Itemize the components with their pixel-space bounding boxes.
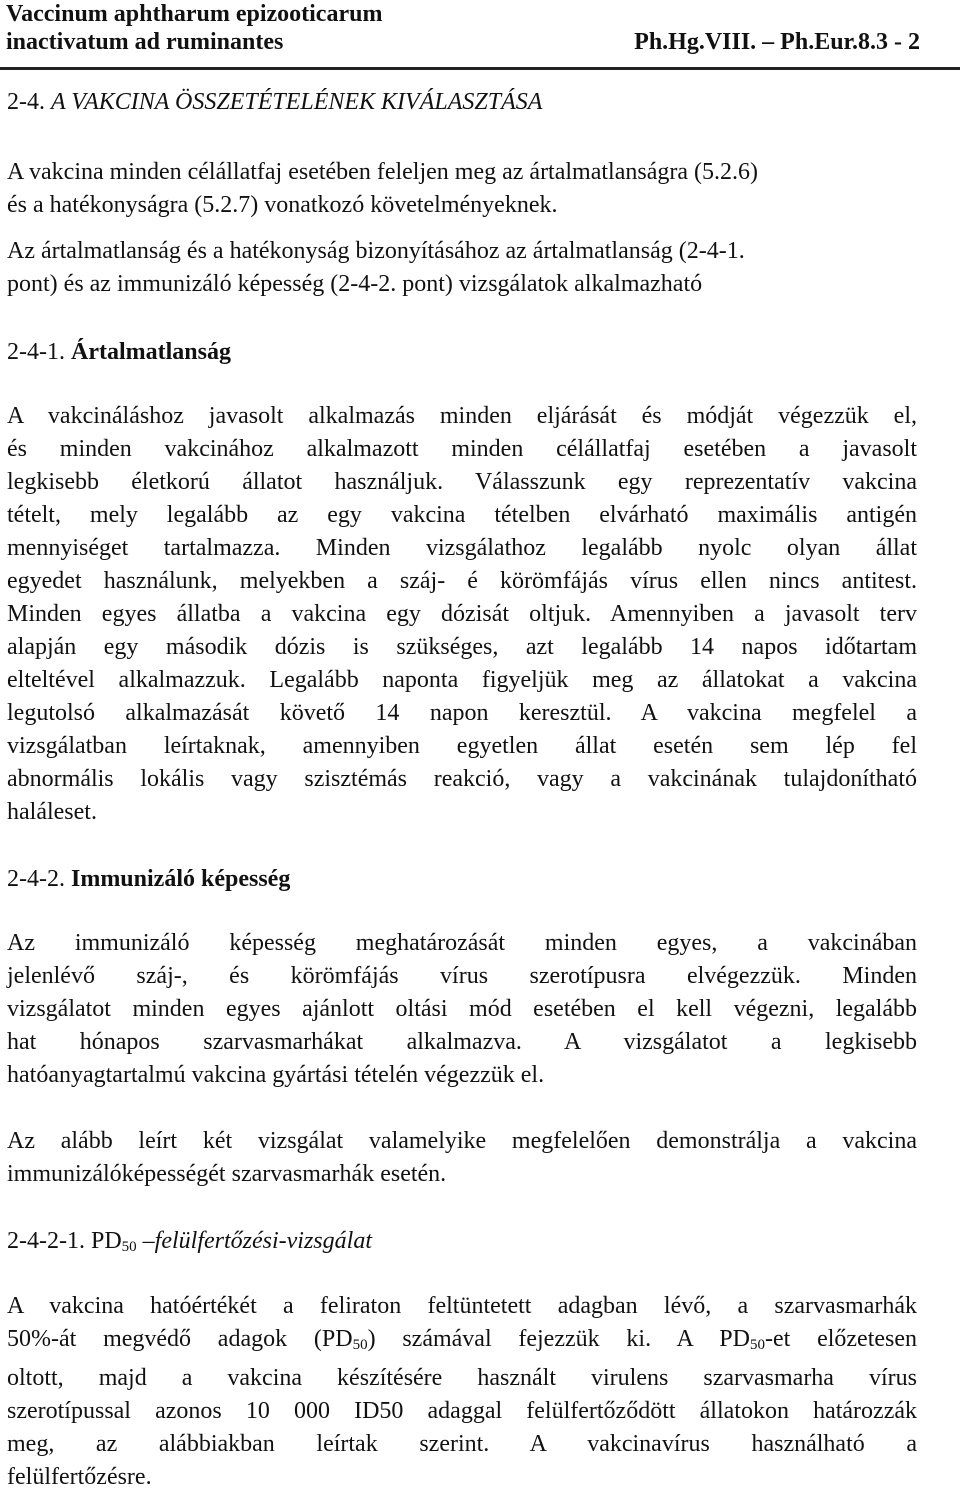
section-2-4-2-1-title: –felülfertőzési-vizsgálat bbox=[142, 1228, 372, 1254]
section-2-4-2-1-body bbox=[7, 1290, 917, 1494]
section-2-4-paragraph-1 bbox=[7, 156, 917, 222]
text-line: A vakcina minden célállatfaj esetében feleljen meg az ártalmatlanságra (5.2.6) bbox=[7, 159, 758, 185]
text-line: Az ártalmatlanság és a hatékonyság bizonyításához az ártalmatlanság (2-4-1. bbox=[7, 238, 745, 264]
section-2-4-1-number: 2-4-1. bbox=[7, 339, 65, 365]
text-line-with-subscripts bbox=[7, 1323, 917, 1362]
header-row-1 bbox=[6, 0, 920, 28]
text-line: hat hónapos szarvasmarhákat alkalmazva. A vizsgálatot a legkisebb bbox=[7, 1029, 917, 1055]
text-line: felülfertőzésre. bbox=[7, 1464, 152, 1490]
text-line: alapján egy második dózis is szükséges, azt legalább 14 napos időtartam bbox=[7, 634, 917, 660]
section-2-4-2-title: Immunizáló képesség bbox=[70, 866, 291, 892]
text-line: meg, az alábbiakban leírtak szerint. A vakcinavírus használható a bbox=[7, 1431, 917, 1457]
text-line: vizsgálatban leírtaknak, amennyiben egyetlen állat esetén sem lép fel bbox=[7, 733, 917, 759]
section-2-4-1-title: Ártalmatlanság bbox=[70, 339, 231, 365]
section-2-4-heading bbox=[7, 86, 917, 119]
text-line: hatóanyagtartalmú vakcina gyártási tételén végezzük el. bbox=[7, 1062, 545, 1088]
text-fragment: -et előzetesen bbox=[764, 1326, 918, 1352]
document-header bbox=[6, 0, 920, 56]
text-line: és a hatékonyságra (5.2.7) vonatkozó követelményeknek. bbox=[7, 192, 558, 218]
section-2-4-2-1-number: 2-4-2-1. bbox=[7, 1228, 85, 1254]
pd50-prefix: PD bbox=[90, 1228, 122, 1254]
text-line: tételt, mely legalább az egy vakcina tételben elvárható maximális antigén bbox=[7, 502, 917, 528]
section-2-4-1-body bbox=[7, 400, 917, 829]
text-line: oltott, majd a vakcina készítésére használt virulens szarvasmarha vírus bbox=[7, 1365, 917, 1391]
section-2-4-number: 2-4. bbox=[7, 89, 45, 115]
section-2-4-2-number: 2-4-2. bbox=[7, 866, 65, 892]
text-fragment: ) számával fejezzük ki. A PD bbox=[367, 1326, 750, 1352]
text-line: abnormális lokális vagy szisztémás reakció, vagy a vakcinának tulajdonítható bbox=[7, 766, 917, 792]
header-title-line2: inactivatum ad ruminantes bbox=[6, 29, 284, 55]
text-line: A vakcináláshoz javasolt alkalmazás minden eljárását és módját végezzük el, bbox=[7, 403, 917, 429]
text-line: és minden vakcinához alkalmazott minden célállatfaj esetében a javasolt bbox=[7, 436, 917, 462]
section-2-4-2-1-heading bbox=[7, 1225, 917, 1264]
header-divider bbox=[0, 67, 960, 70]
text-line: vizsgálatot minden egyes ajánlott oltási mód esetében el kell végezni, legalább bbox=[7, 996, 917, 1022]
text-fragment: 50%-át megvédő adagok (PD bbox=[7, 1326, 353, 1352]
text-line: legutolsó alkalmazását követő 14 napon keresztül. A vakcina megfelel a bbox=[7, 700, 917, 726]
text-line: mennyiséget tartalmazza. Minden vizsgálathoz legalább nyolc olyan állat bbox=[7, 535, 917, 561]
text-line: pont) és az immunizáló képesség (2-4-2. pont) vizsgálatok alkalmazható bbox=[7, 271, 703, 297]
header-reference: Ph.Hg.VIII. – Ph.Eur.8.3 - 2 bbox=[634, 29, 920, 55]
header-title-line1: Vaccinum aphtharum epizooticarum bbox=[6, 1, 383, 27]
pd50-subscript: 50 bbox=[121, 1239, 137, 1255]
text-line: A vakcina hatóértékét a feliraton feltüntetett adagban lévő, a szarvasmarhák bbox=[7, 1293, 917, 1319]
text-line: szerotípussal azonos 10 000 ID50 adaggal felülfertőződött állatokon határozzák bbox=[7, 1398, 917, 1424]
section-2-4-title: A VAKCINA ÖSSZETÉTELÉNEK KIVÁLASZTÁSA bbox=[51, 89, 543, 115]
subscript: 50 bbox=[749, 1337, 765, 1353]
text-line: Az immunizáló képesség meghatározását minden egyes, a vakcinában bbox=[7, 930, 917, 956]
text-line: haláleset. bbox=[7, 799, 97, 825]
text-line: Minden egyes állatba a vakcina egy dózisát oltjuk. Amennyiben a javasolt terv bbox=[7, 601, 917, 627]
section-2-4-paragraph-2 bbox=[7, 235, 917, 301]
text-line: elteltével alkalmazzuk. Legalább naponta figyeljük meg az állatokat a vakcina bbox=[7, 667, 917, 693]
section-2-4-2-heading bbox=[7, 863, 917, 896]
text-line: egyedet használunk, melyekben a száj- é körömfájás vírus ellen nincs antitest. bbox=[7, 568, 917, 594]
text-line: immunizálóképességét szarvasmarhák esetén. bbox=[7, 1161, 447, 1187]
section-2-4-2-paragraph-1 bbox=[7, 927, 917, 1092]
text-line: Az alább leírt két vizsgálat valamelyike megfelelően demonstrálja a vakcina bbox=[7, 1128, 917, 1154]
header-row-2 bbox=[6, 28, 920, 56]
text-line: legkisebb életkorú állatot használjuk. Válasszunk egy reprezentatív vakcina bbox=[7, 469, 917, 495]
subscript: 50 bbox=[352, 1337, 368, 1353]
text-line: jelenlévő száj-, és körömfájás vírus szerotípusra elvégezzük. Minden bbox=[7, 963, 917, 989]
section-2-4-2-paragraph-2 bbox=[7, 1125, 917, 1191]
section-2-4-1-heading bbox=[7, 336, 917, 369]
